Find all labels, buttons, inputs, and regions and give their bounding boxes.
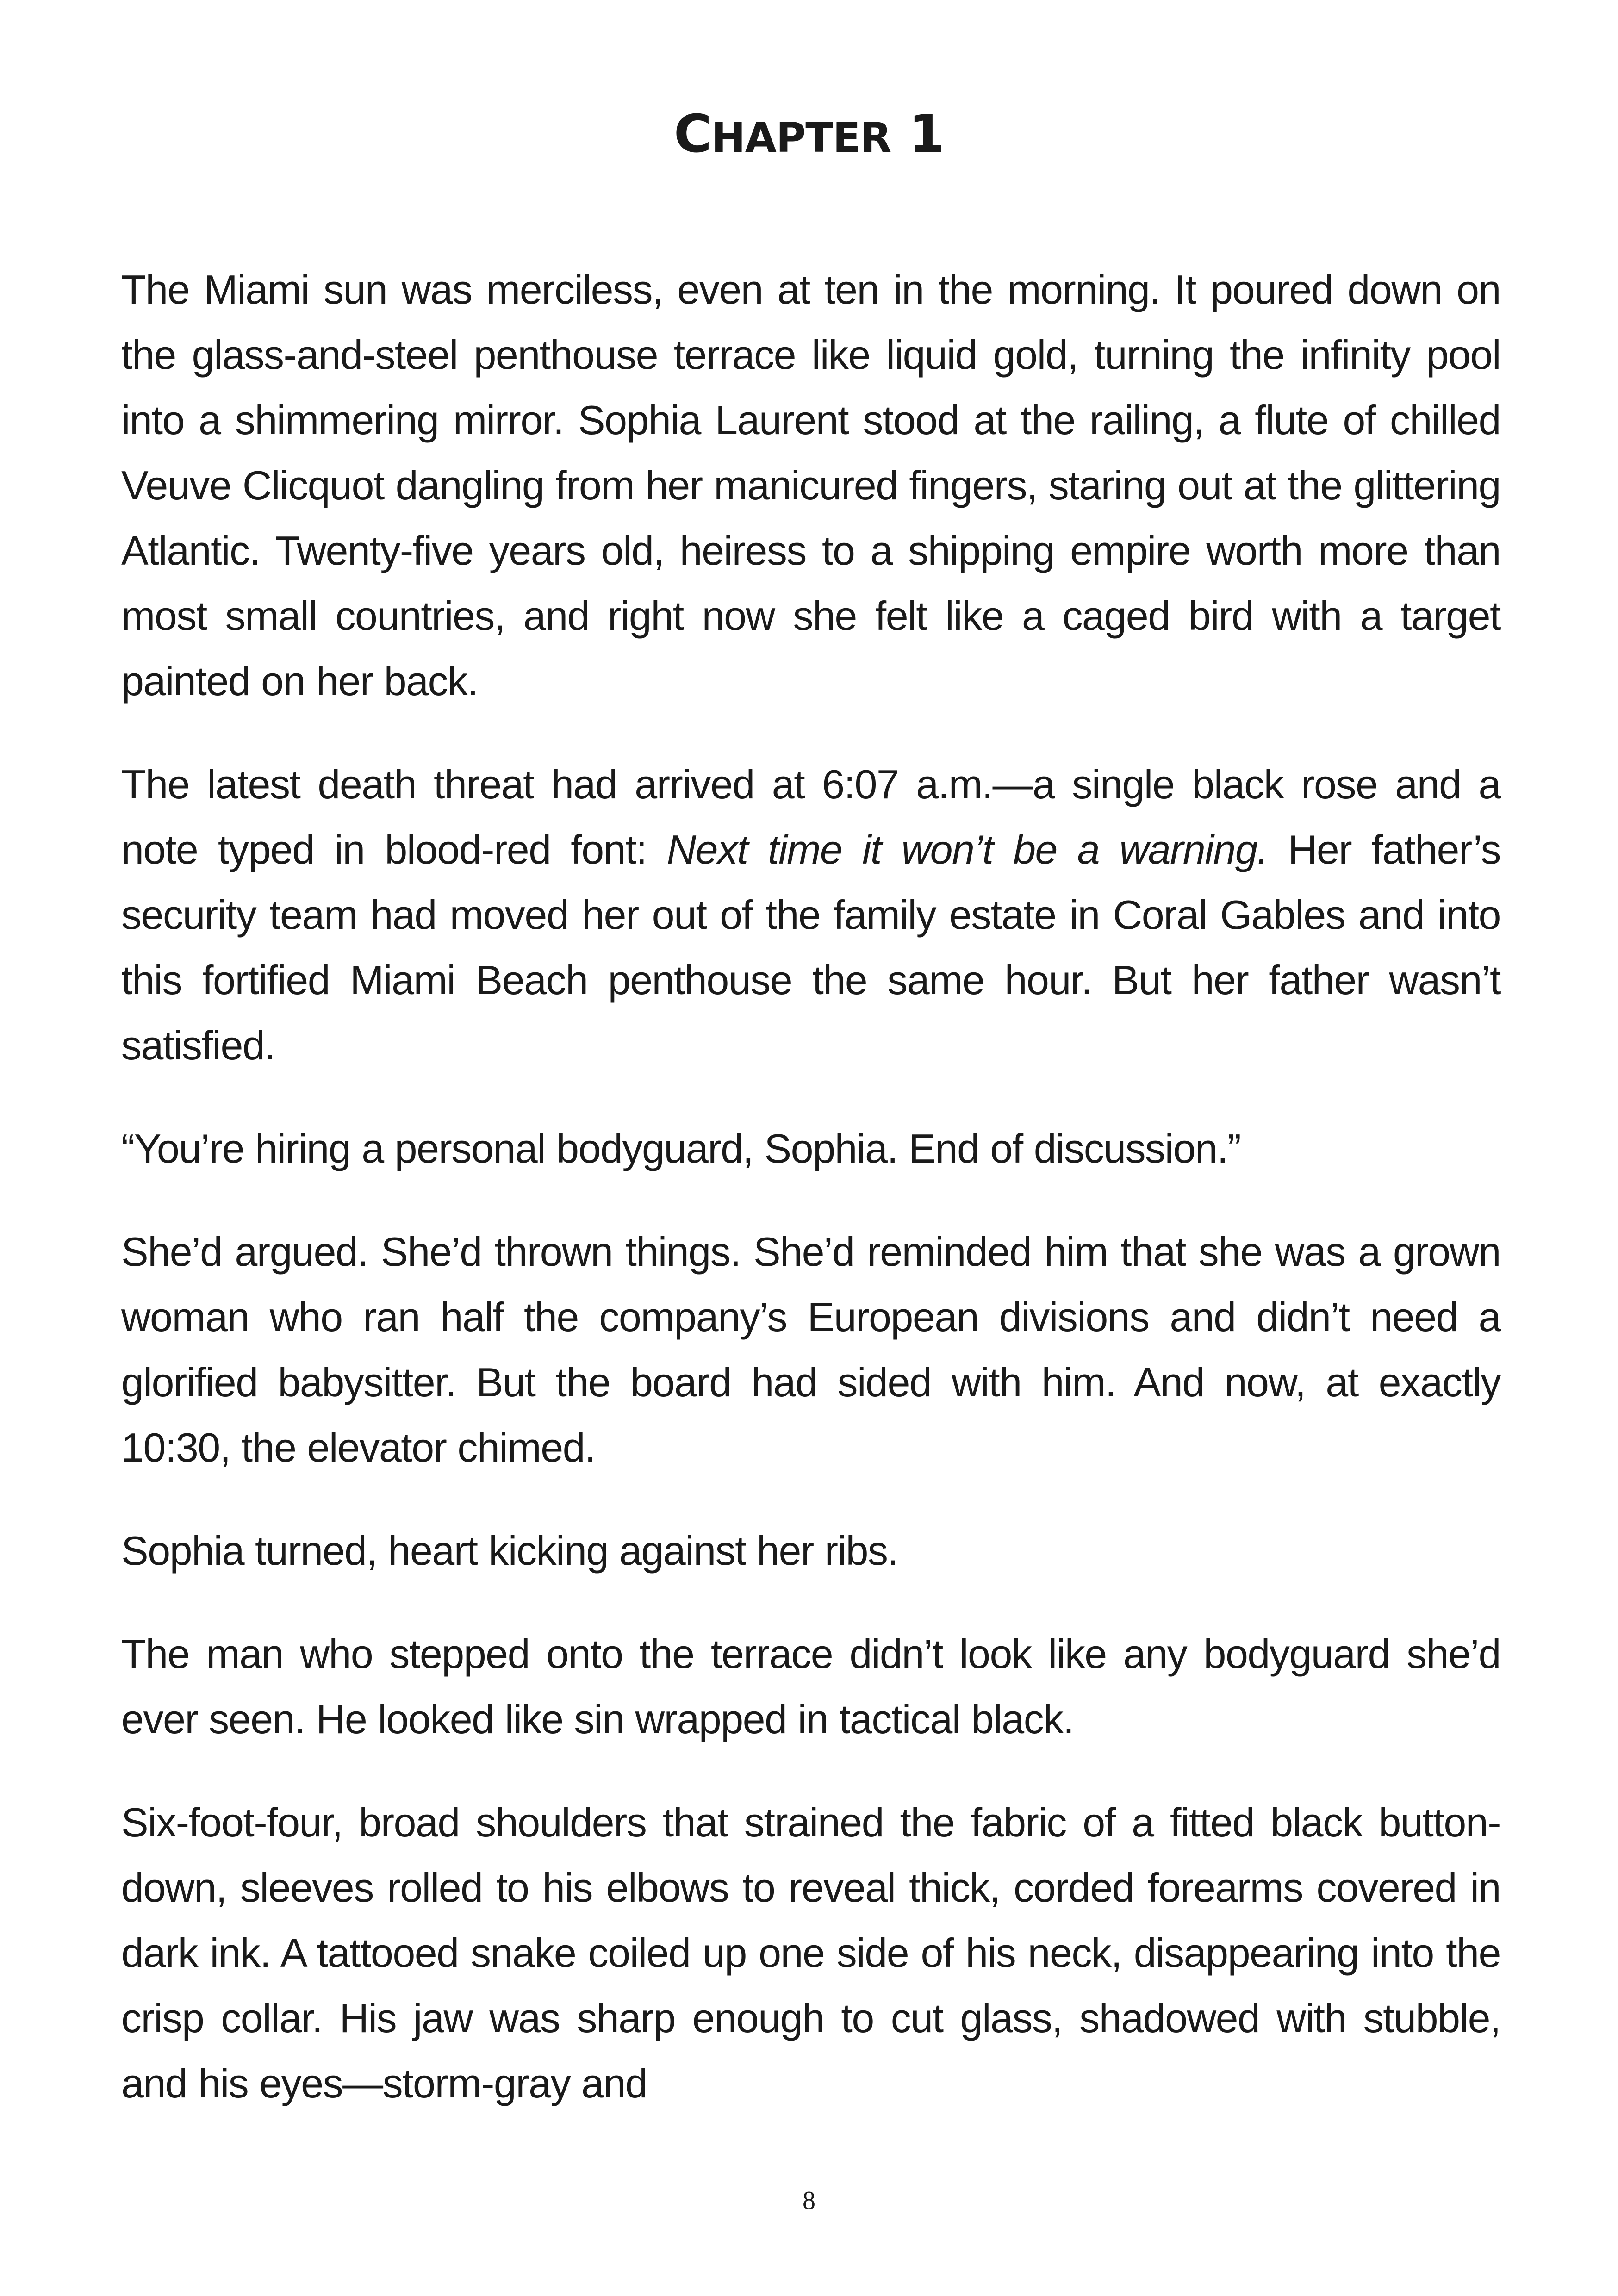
paragraph-7: Six-foot-four, broad shoulders that strained the fabric of a fitted black button-down, sleeves rolled to his elbows to reveal thick, corded forearms covered in dark ink. A tattooed snake coiled up one side of his neck, disappearing into the crisp collar. His jaw was sharp enough to cut glass, shadowed with stubble, and his eyes—storm-gray and bbox=[121, 1799, 1500, 2106]
paragraph-2-italic-note: Next time it won’t be a warning. bbox=[666, 827, 1268, 872]
paragraph-3: “You’re hiring a personal bodyguard, Sophia. End of discussion.” bbox=[121, 1126, 1241, 1171]
paragraph-2-text-before: The latest death threat had arrived at 6:07 a.m.—a single black rose and a note typed in blood-red font: bbox=[121, 761, 1500, 872]
page-number: 8 bbox=[803, 2186, 815, 2215]
chapter-number: 1 bbox=[909, 104, 945, 164]
paragraph-2-text-after: Her father’s security team had moved her out of the family estate in Coral Gables and into this fortified Miami Beach penthouse the same hour. But her father wasn’t satisfied. bbox=[121, 827, 1500, 1068]
paragraph-4: She’d argued. She’d thrown things. She’d reminded him that she was a grown woman who ran half the company’s European divisions and didn’t need a glorified babysitter. But the board had sided with him. And now, at exactly 10:30, the elevator chimed. bbox=[121, 1229, 1500, 1470]
paragraph-1: The Miami sun was merciless, even at ten in the morning. It poured down on the glass-and-steel penthouse terrace like liquid gold, turning the infinity pool into a shimmering mirror. Sophia Laurent stood at the railing, a flute of chilled Veuve Clicquot dangling from her manicured fingers, staring out at the glittering Atlantic. Twenty-five years old, heiress to a shipping empire worth more than most small countries, and right now she felt like a caged bird with a target painted on her back. bbox=[121, 267, 1500, 704]
paragraph-5: Sophia turned, heart kicking against her ribs. bbox=[121, 1528, 898, 1574]
chapter-title-word: HAPTER bbox=[711, 114, 891, 162]
paragraph-2 bbox=[121, 752, 1500, 1078]
chapter-title-initial: C bbox=[673, 104, 712, 164]
chapter-title bbox=[0, 100, 1618, 173]
chapter-body bbox=[121, 257, 1500, 2116]
paragraph-6: The man who stepped onto the terrace didn’t look like any bodyguard she’d ever seen. He looked like sin wrapped in tactical black. bbox=[121, 1631, 1500, 1742]
